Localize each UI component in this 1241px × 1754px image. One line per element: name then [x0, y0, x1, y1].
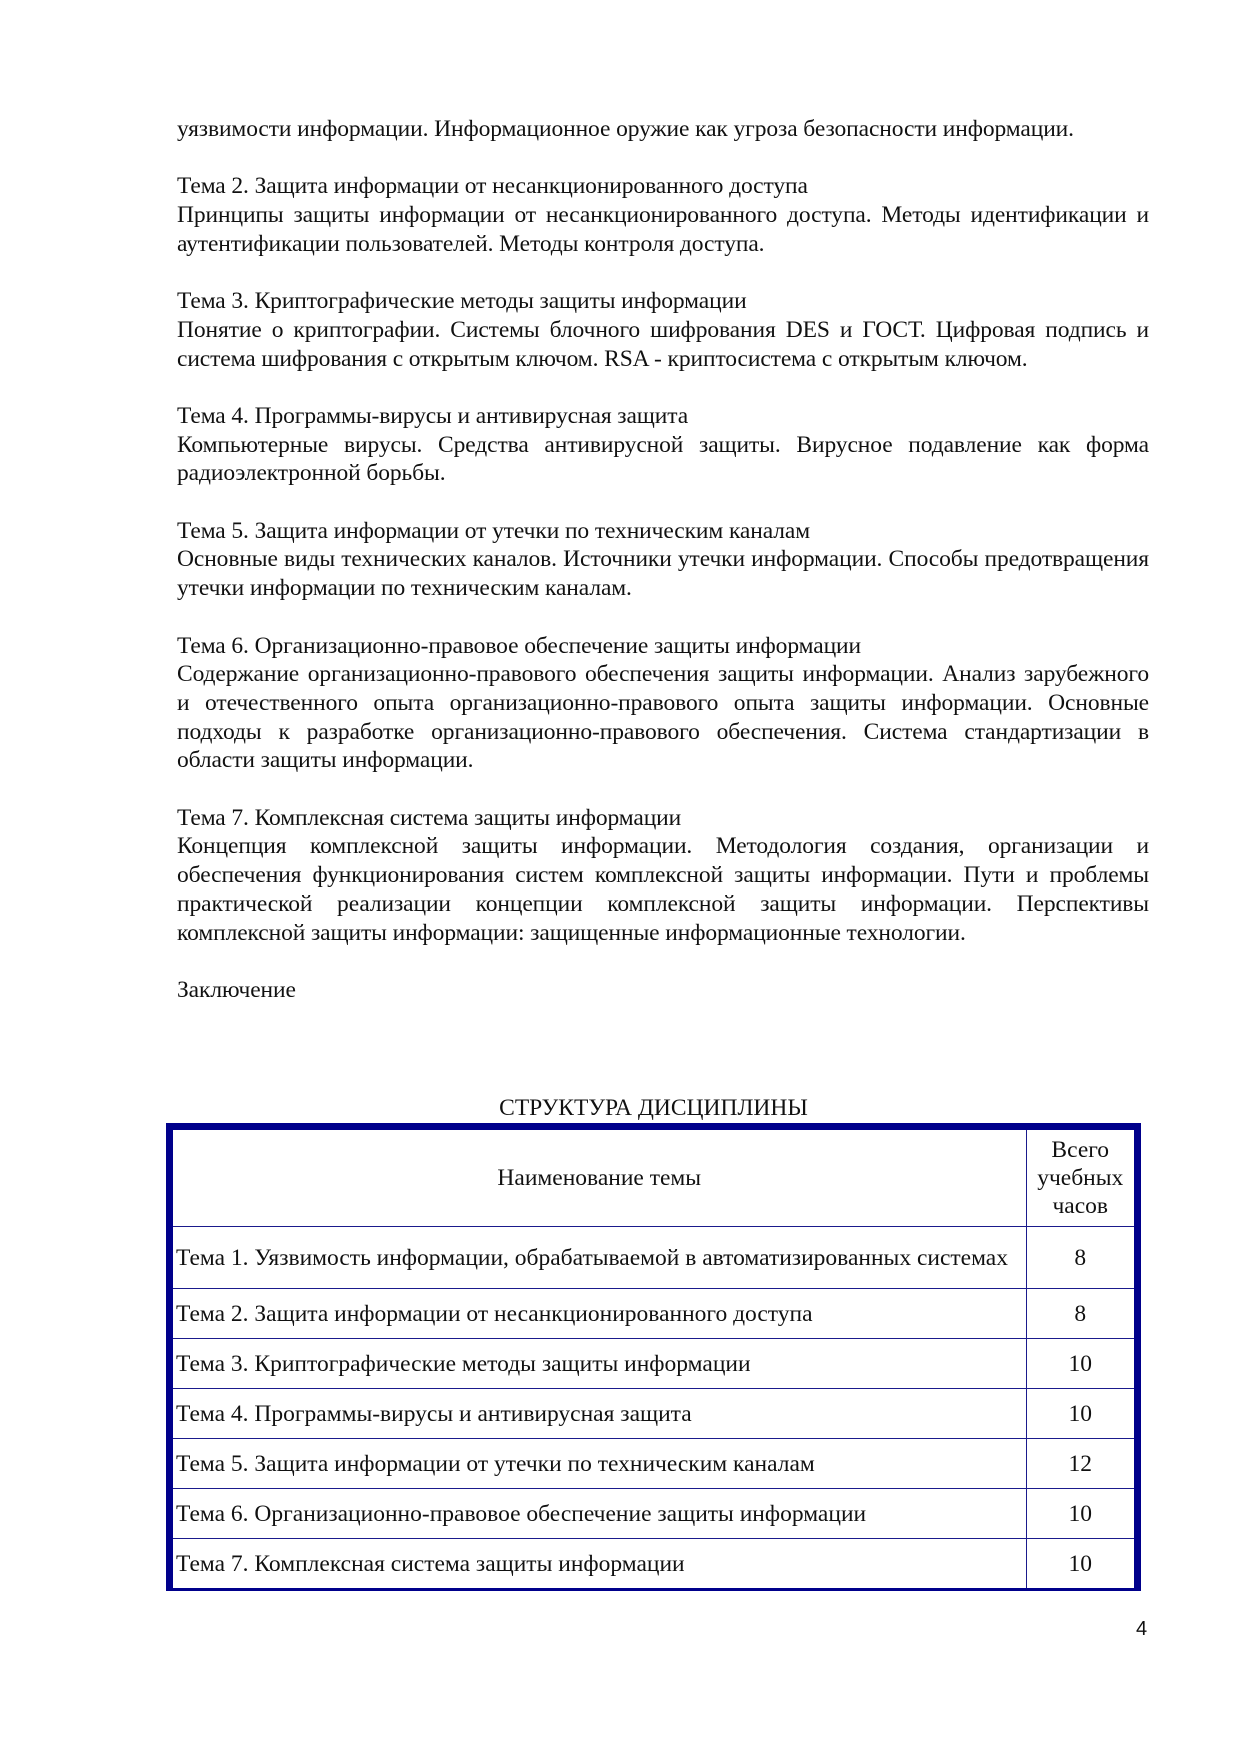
topic-4-title: Тема 4. Программы-вирусы и антивирусная защита — [177, 402, 689, 429]
structure-table-title: СТРУКТУРА ДИСЦИПЛИНЫ — [499, 1095, 808, 1121]
topic-name-cell: Тема 6. Организационно-правовое обеспечение защиты информации — [173, 1489, 1026, 1539]
topic-5-section — [177, 517, 1149, 603]
topic-3-body: Понятие о криптографии. Системы блочного шифрования DES и ГОСТ. Цифровая подпись и система шифрования с открытым ключом. RSA - криптосистема с открытым ключом. — [177, 316, 1149, 372]
header-topic-name: Наименование темы — [173, 1130, 1026, 1227]
conclusion-heading: Заключение — [177, 976, 296, 1003]
hours-cell: 12 — [1026, 1439, 1134, 1489]
table-row — [173, 1489, 1134, 1539]
topic-7-section — [177, 804, 1149, 948]
topic-5-title: Тема 5. Защита информации от утечки по техническим каналам — [177, 517, 810, 544]
hours-cell: 8 — [1026, 1227, 1134, 1289]
topic-2-title: Тема 2. Защита информации от несанкционированного доступа — [177, 173, 808, 200]
hours-cell: 10 — [1026, 1389, 1134, 1439]
topic-name-cell: Тема 5. Защита информации от утечки по техническим каналам — [173, 1439, 1026, 1489]
topic-name-cell: Тема 2. Защита информации от несанкционированного доступа — [173, 1289, 1026, 1339]
hours-cell: 10 — [1026, 1539, 1134, 1589]
topic-2-section — [177, 172, 1149, 258]
header-hours-line-3: часов — [1052, 1193, 1109, 1219]
topic-6-section — [177, 632, 1149, 776]
table-row — [173, 1439, 1134, 1489]
table-row — [173, 1227, 1134, 1289]
topic-6-body: Содержание организационно-правового обеспечения защиты информации. Анализ зарубежного и отечественного опыта организационно-правового опыта защиты информации. Основные подходы к разработке организационно-правового обеспечения. Система стандартизации в области защиты информации. — [177, 661, 1149, 774]
hours-cell: 10 — [1026, 1339, 1134, 1389]
topic-name-cell: Тема 3. Криптографические методы защиты информации — [173, 1339, 1026, 1389]
topic-5-body: Основные виды технических каналов. Источники утечки информации. Способы предотвращения утечки информации по техническим каналам. — [177, 546, 1149, 602]
topic-name-cell: Тема 4. Программы-вирусы и антивирусная защита — [173, 1389, 1026, 1439]
topic-name-cell: Тема 7. Комплексная система защиты информации — [173, 1539, 1026, 1589]
topic-7-body: Концепция комплексной защиты информации. Методология создания, организации и обеспечения функционирования систем комплексной защиты информации. Пути и проблемы практической реализации концепции комплексной защиты информации. Перспективы комплексной защиты информации: защищенные информационные технологии. — [177, 833, 1149, 946]
table-row — [173, 1339, 1134, 1389]
topic-name-cell: Тема 1. Уязвимость информации, обрабатываемой в автоматизированных системах — [173, 1227, 1026, 1289]
topic-7-title: Тема 7. Комплексная система защиты информации — [177, 804, 682, 831]
body-text — [177, 115, 1149, 1005]
header-hours-line-2: учебных — [1037, 1165, 1124, 1191]
header-total-hours — [1026, 1130, 1134, 1227]
table-row — [173, 1539, 1134, 1589]
table-row — [173, 1389, 1134, 1439]
intro-continuation: уязвимости информации. Информационное оружие как угроза безопасности информации. — [177, 116, 1074, 142]
structure-table — [166, 1123, 1141, 1591]
topic-4-body: Компьютерные вирусы. Средства антивирусной защиты. Вирусное подавление как форма радиоэлектронной борьбы. — [177, 431, 1149, 487]
topic-2-body: Принципы защиты информации от несанкционированного доступа. Методы идентификации и аутентификации пользователей. Методы контроля доступа. — [177, 202, 1149, 257]
table-row — [173, 1289, 1134, 1339]
hours-cell: 10 — [1026, 1489, 1134, 1539]
topic-6-title: Тема 6. Организационно-правовое обеспечение защиты информации — [177, 632, 861, 659]
header-hours-line-1: Всего — [1051, 1137, 1110, 1163]
topic-3-section — [177, 287, 1149, 373]
topic-3-title: Тема 3. Криптографические методы защиты информации — [177, 288, 747, 315]
hours-cell: 8 — [1026, 1289, 1134, 1339]
table-header-row — [173, 1130, 1134, 1227]
topic-4-section — [177, 402, 1149, 488]
page-number: 4 — [1136, 1618, 1148, 1640]
